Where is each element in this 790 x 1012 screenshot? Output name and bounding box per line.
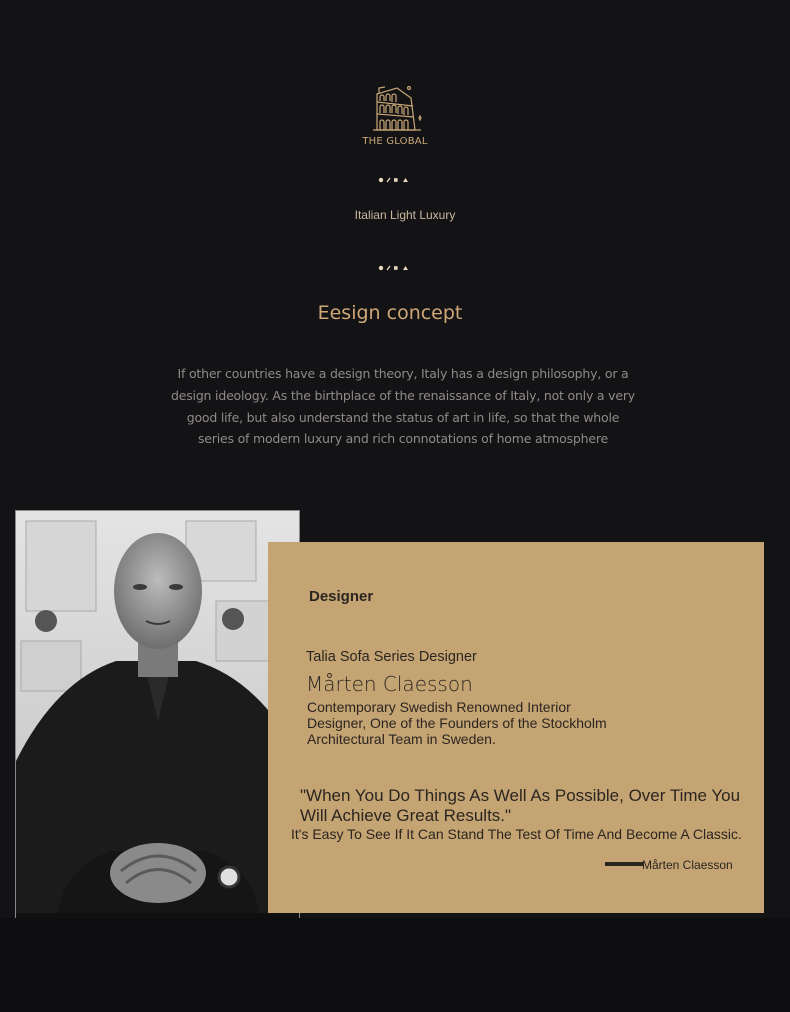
concept-text: If other countries have a design theory, Italy has a design philosophy, or a design ideology. As the birthplace of the renaissance of Italy, not only a very good life, but also understand the status of art in life, so that the whole series of modern luxury and rich connotations of home atmosphere: [171, 366, 635, 447]
designer-name: Mårten Claesson: [306, 672, 473, 696]
section-title: Eesign concept: [317, 302, 463, 324]
ornament-dots-icon: [360, 264, 430, 272]
designer-card: [268, 542, 764, 913]
signature-name: Mårten Claesson: [642, 858, 733, 872]
signature-line: [605, 862, 643, 866]
ornament-dots-icon: [360, 176, 430, 184]
bottom-band: [0, 918, 790, 1012]
tagline: Italian Light Luxury: [354, 208, 456, 222]
colosseum-icon: [365, 84, 425, 134]
logo-text: THE GLOBAL: [362, 136, 428, 147]
designer-bio: Contemporary Swedish Renowned Interior Designer, One of the Founders of the Stockholm Architectural Team in Sweden.: [307, 699, 607, 747]
brand-logo: [355, 84, 435, 154]
designer-label: Designer: [309, 588, 374, 605]
designer-series: Talia Sofa Series Designer: [306, 649, 477, 665]
designer-photo: [15, 510, 300, 931]
designer-quote: "When You Do Things As Well As Possible, Over Time You Will Achieve Great Results.": [300, 786, 741, 825]
designer-quote-continued: It's Easy To See If It Can Stand The Test Of Time And Become A Classic.: [291, 826, 742, 842]
